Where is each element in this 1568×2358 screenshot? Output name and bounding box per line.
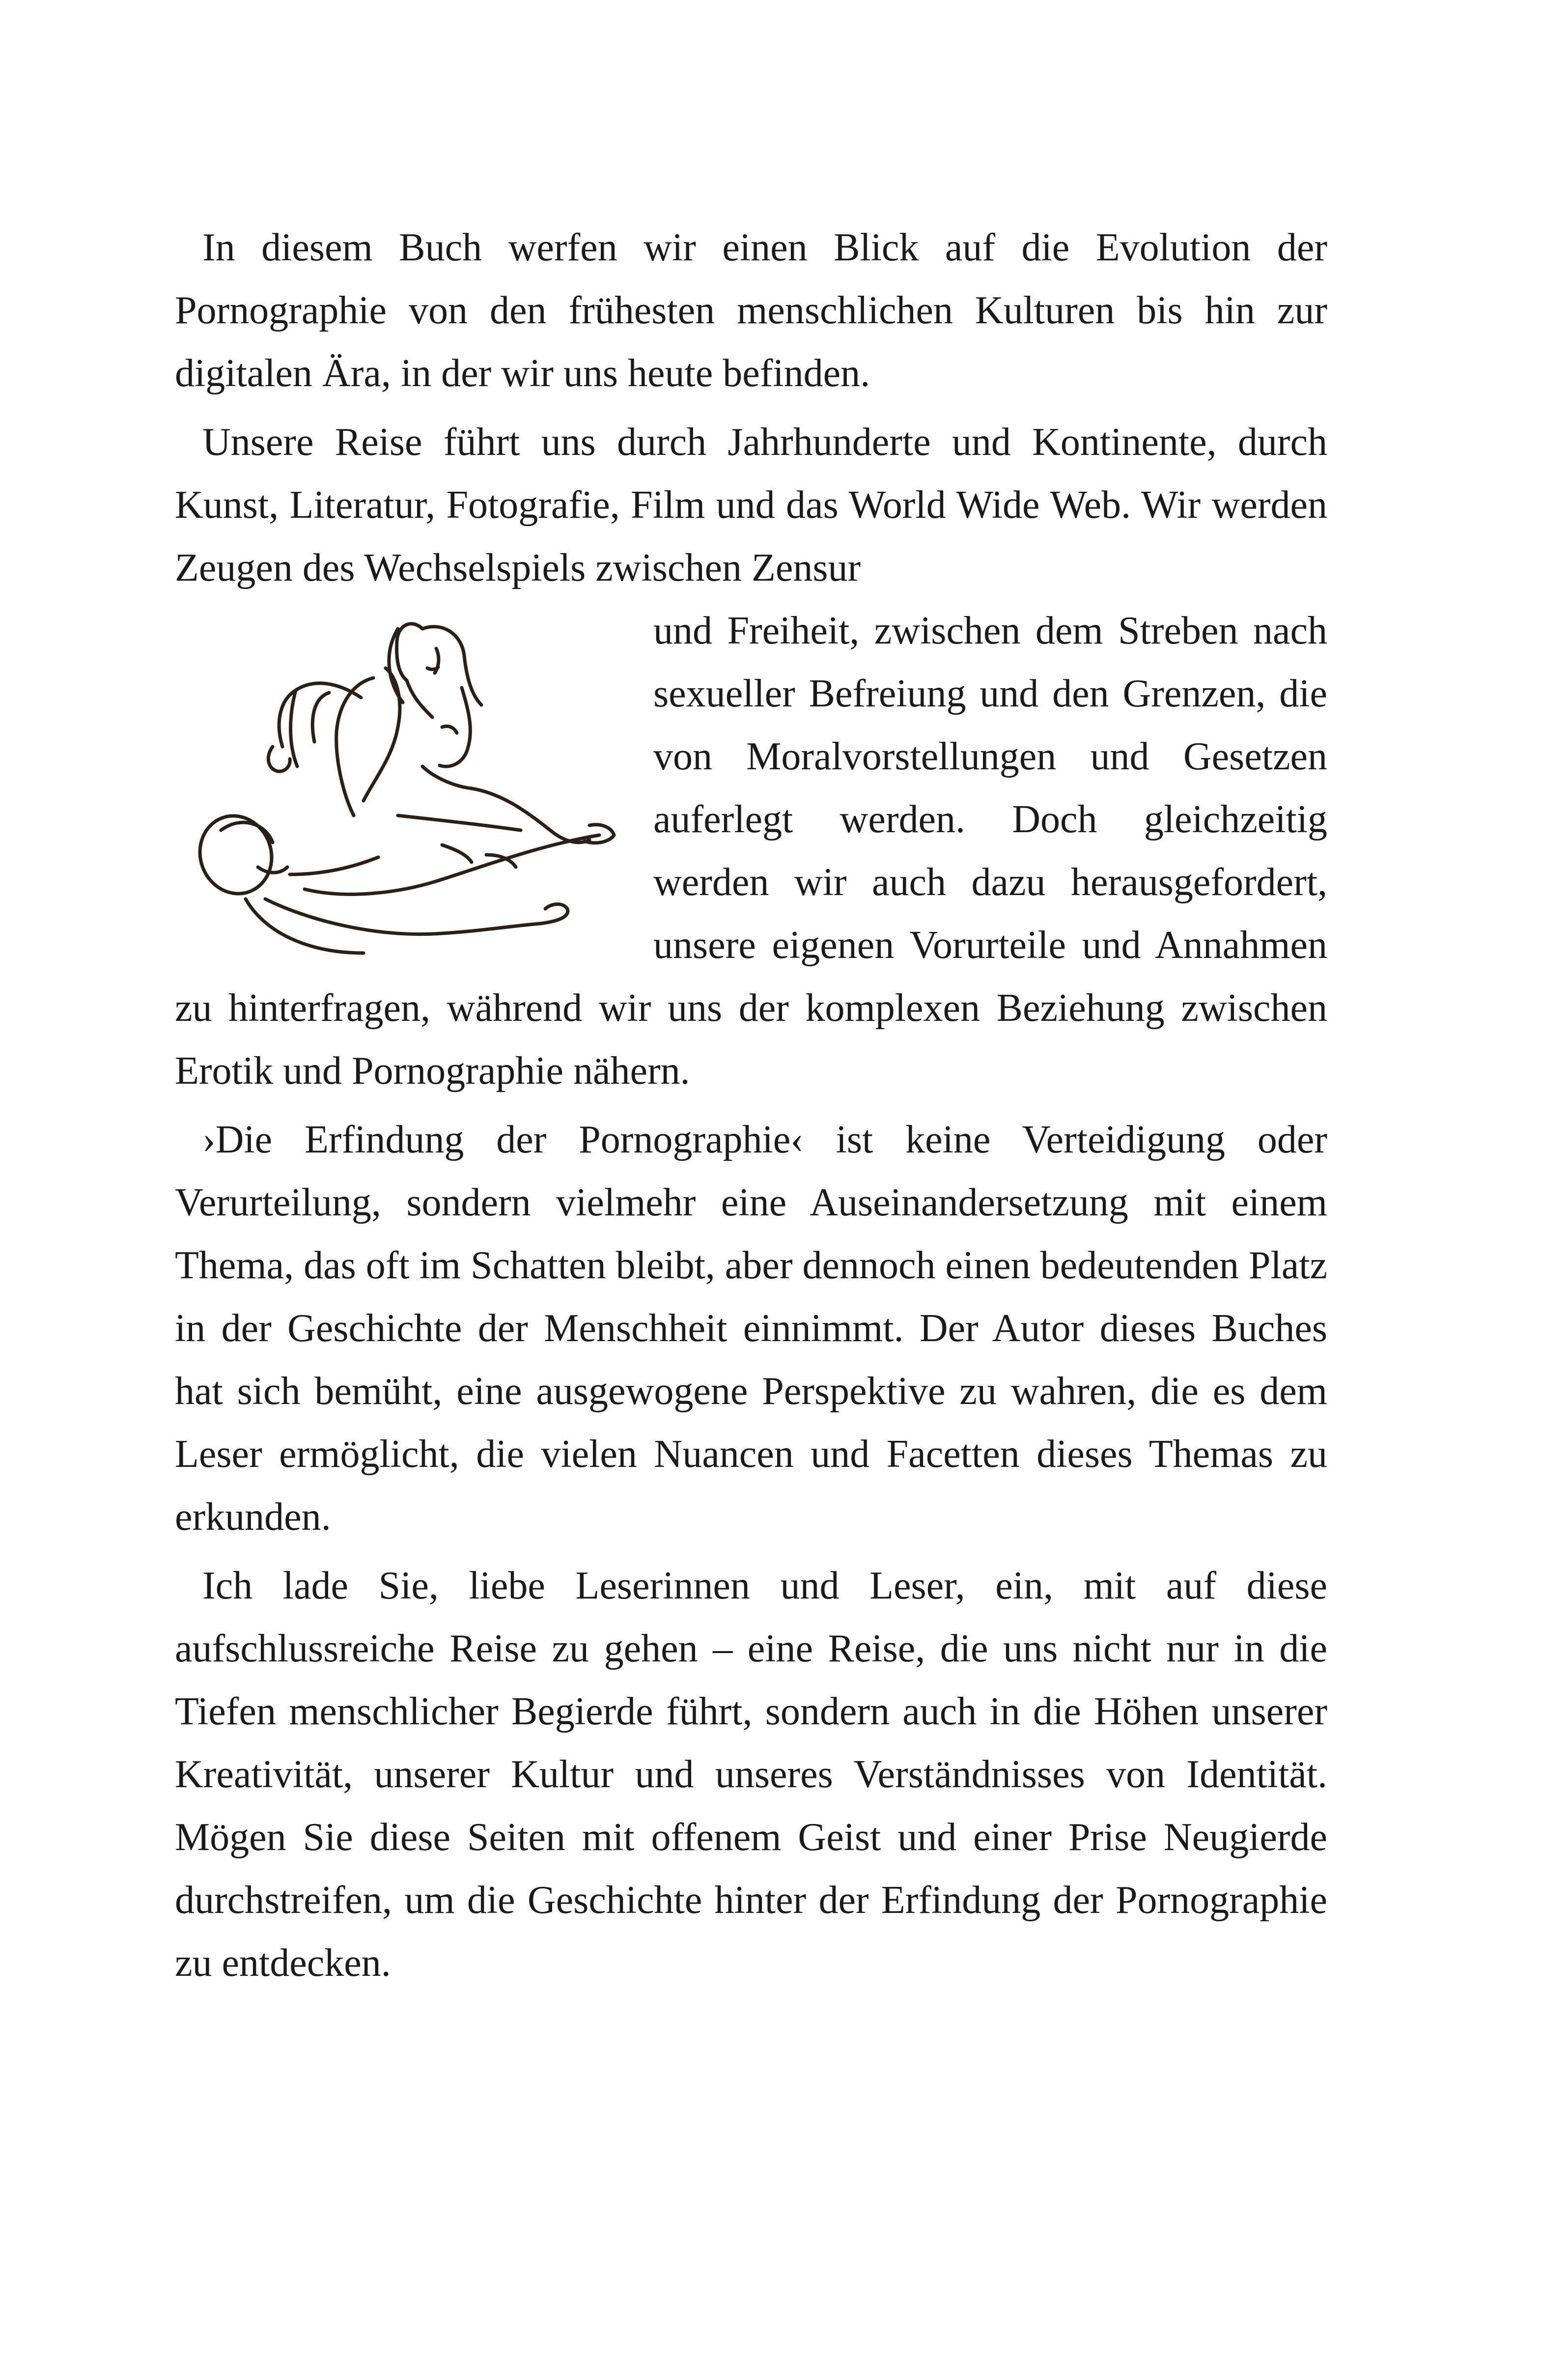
line-art-couple-illustration-icon (167, 599, 634, 973)
body-text (175, 216, 1327, 2000)
paragraph-1: In diesem Buch werfen wir einen Blick auf die Evolution der Pornographie von den frühesten menschlichen Kulturen bis hin zur digitalen Ära, in der wir uns heute befinden. (175, 226, 1327, 395)
paragraph-4: ›Die Erfindung der Pornographie‹ ist keine Verteidigung oder Verurteilung, sondern vielmehr eine Auseinandersetzung mit einem Thema, das oft im Schatten bleibt, aber dennoch einen bedeutenden Platz in der Geschichte der Menschheit einnimmt. Der Autor dieses Buches hat sich bemüht, eine ausgewogene Perspektive zu wahren, die es dem Leser ermöglicht, die vielen Nuancen und Facetten dieses Themas zu erkunden. (175, 1118, 1327, 1539)
paragraph-5: Ich lade Sie, liebe Leserinnen und Leser, ein, mit auf diese aufschlussreiche Reise zu gehen – eine Reise, die uns nicht nur in die Tiefen menschlicher Begierde führt, sondern auch in die Höhen unserer Kreativität, unserer Kultur und unseres Verständnisses von Identität. Mögen Sie diese Seiten mit offenem Geist und einer Prise Neugierde durchstreifen, um die Geschichte hinter der Erfindung der Pornographie zu entdecken. (175, 1564, 1327, 1985)
paragraph-2: Unsere Reise führt uns durch Jahrhunderte und Kontinente, durch Kunst, Literatur, Fotografie, Film und das World Wide Web. Wir werden Zeugen des Wechselspiels zwischen Zensur (175, 421, 1327, 590)
paragraph-3: und Freiheit, zwischen dem Streben nach sexueller Befreiung und den Grenzen, die von Moralvorstellungen und Gesetzen auferlegt werden. Doch gleichzeitig werden wir auch dazu herausgefordert, unsere eigenen Vorurteile und Annahmen zu hinterfragen, während wir uns der komplexen Beziehung zwischen Erotik und Pornographie nähern. (175, 609, 1327, 1093)
